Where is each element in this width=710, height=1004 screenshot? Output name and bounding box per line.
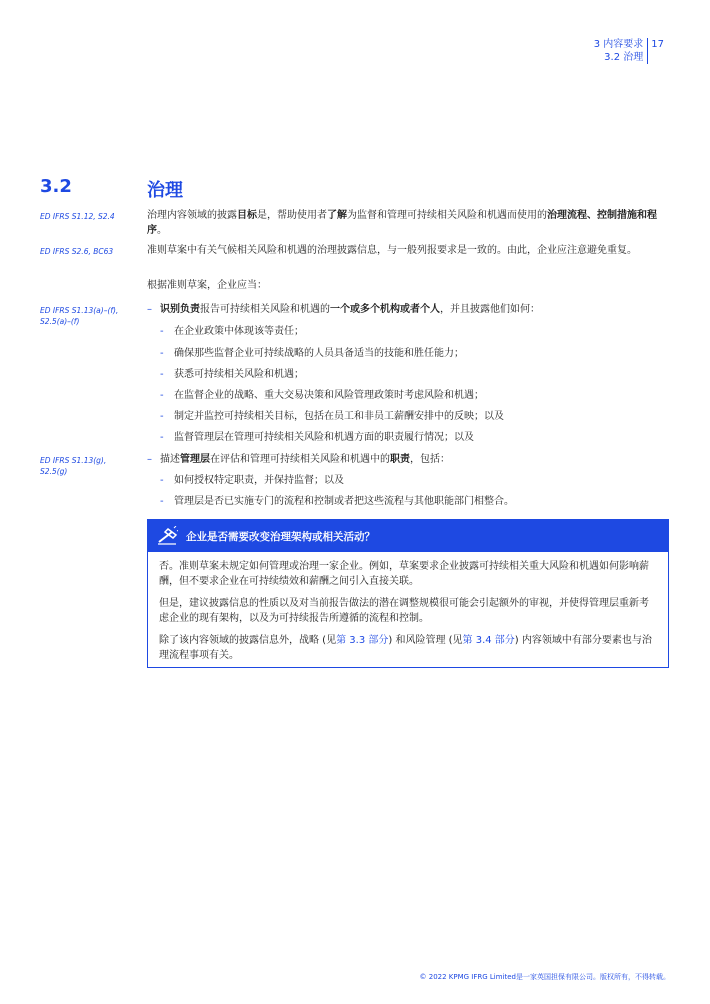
para2-reference: ED IFRS S2.6, BC63 <box>40 247 114 256</box>
item1-sub-6: - 监督管理层在管理可持续相关风险和机遇方面的职责履行情况；以及 <box>160 432 474 443</box>
flashlight-icon <box>148 520 186 552</box>
intro-text: 根据准则草案，企业应当： <box>147 280 267 291</box>
header-subsection: 3.2 治理 <box>604 52 644 63</box>
item2-sub-1: - 如何授权特定职责，并保持监督；以及 <box>160 475 344 486</box>
para2-text: 准则草案中有关气候相关风险和机遇的治理披露信息，与一般列报要求是一致的。由此，企业应注意避免重复。 <box>147 245 637 256</box>
header-divider <box>647 38 648 64</box>
item1-sub-4: - 在监督企业的战略、重大交易决策和风险管理政策时考虑风险和机遇； <box>160 390 484 401</box>
item1-sub-5: - 制定并监控可持续相关目标，包括在员工和非员工薪酬安排中的反映；以及 <box>160 411 504 422</box>
item1-sub-2: - 确保那些监督企业可持续战略的人员具备适当的技能和胜任能力； <box>160 348 464 359</box>
para1-text: 治理内容领域的披露目标是，帮助使用者了解为监督和管理可持续相关风险和机遇而使用的治理流程、控制措施和程序。 <box>147 210 657 236</box>
item1-text: 识别负责报告可持续相关风险和机遇的一个或多个机构或者个人，并且披露他们如何： <box>160 304 540 315</box>
item2-text: 描述管理层在评估和管理可持续相关风险和机遇中的职责，包括： <box>160 454 450 465</box>
copyright-footer: © 2022 KPMG IFRG Limited是一家英国担保有限公司。版权所有，不得转载。 <box>419 973 670 981</box>
item2-dash: – <box>147 454 152 465</box>
callout-body <box>148 552 668 663</box>
item1-dash: – <box>147 304 152 315</box>
item2-sub-2: - 管理层是否已实施专门的流程和控制或者把这些流程与其他职能部门相整合。 <box>160 496 514 507</box>
callout-title: 企业是否需要改变治理架构或相关活动？ <box>186 530 375 543</box>
item2-reference: ED IFRS S1.13(g), S2.5(g) <box>40 456 107 476</box>
section-title: 治理 <box>147 180 183 201</box>
section-number: 3.2 <box>40 176 72 197</box>
item1-sub-3: - 获悉可持续相关风险和机遇； <box>160 369 304 380</box>
para1-reference: ED IFRS S1.12, S2.4 <box>40 212 115 221</box>
running-header <box>594 38 664 64</box>
item1-sub-1: - 在企业政策中体现该等责任； <box>160 326 304 337</box>
item1-reference: ED IFRS S1.13(a)–(f), S2.5(a)–(f) <box>40 306 119 326</box>
page-number: 17 <box>651 39 664 50</box>
qa-callout-box <box>147 519 669 668</box>
callout-paragraph-2: 但是，建议披露信息的性质以及对当前报告做法的潜在调整规模很可能会引起额外的审视，并使得管理层重新考虑企业的现有架构，以及为可持续报告所遵循的流程和控制。 <box>159 598 649 624</box>
link-section-3-4[interactable]: 第 3.4 部分 <box>462 635 515 646</box>
callout-header <box>148 520 668 552</box>
callout-paragraph-3: 除了该内容领域的披露信息外，战略 (见第 3.3 部分) 和风险管理 (见第 3.4 部分) 内容领域中有部分要素也与治理流程事项有关。 <box>159 635 652 661</box>
callout-paragraph-1: 否。准则草案未规定如何管理或治理一家企业。例如，草案要求企业披露可持续相关重大风险和机遇如何影响薪酬，但不要求企业在可持续绩效和薪酬之间引入直接关联。 <box>159 561 649 587</box>
header-section: 3 内容要求 <box>593 39 644 50</box>
link-section-3-3[interactable]: 第 3.3 部分 <box>336 635 389 646</box>
